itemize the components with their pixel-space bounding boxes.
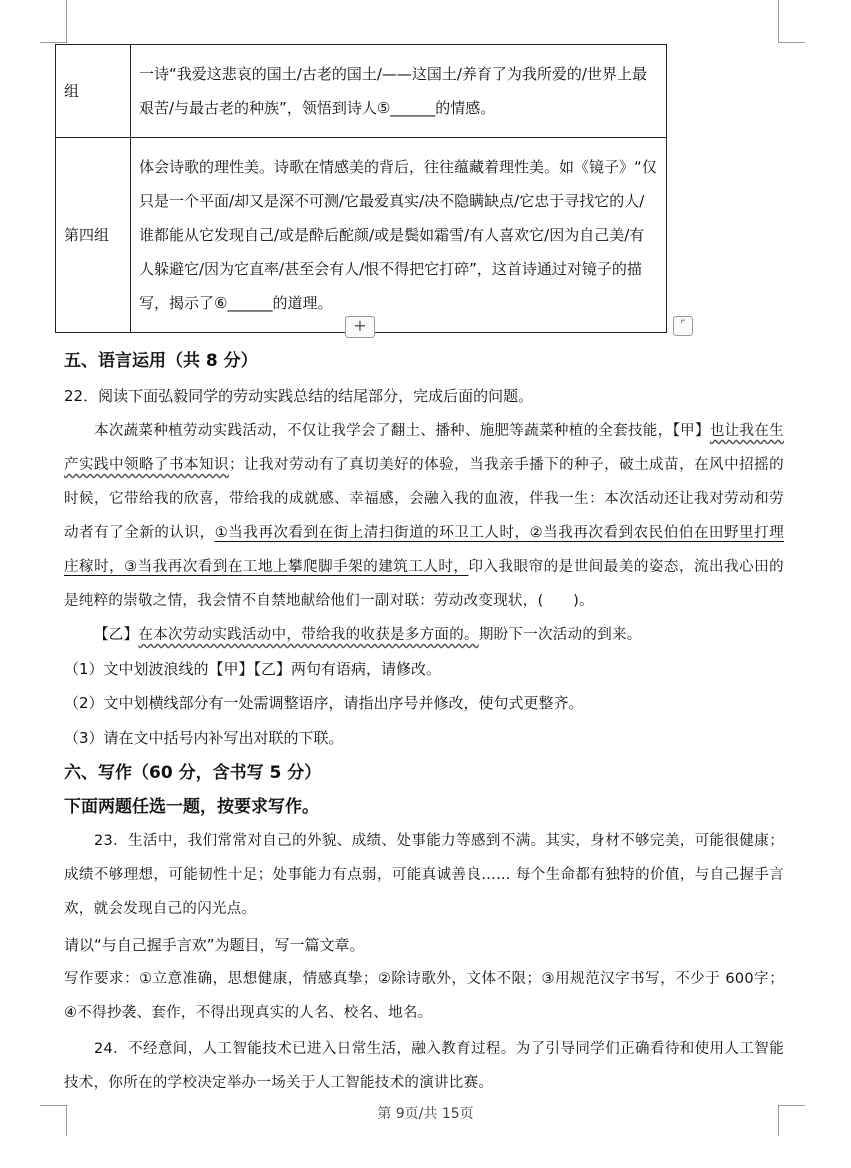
underlined-parallel-clauses: ①当我再次看到在街上清扫街道的环卫工人时，②当我再次看到农民伯伯在田野里打理庄稼时，③当我再次看到在工地上攀爬脚手架的建筑工人时， (64, 525, 784, 575)
page-footer: 第 9页/共 15页 (377, 1106, 474, 1122)
group-text-cell: 一诗“我爱这悲哀的国土/古老的国土/——这国土/养育了为我所爱的/世界上最艰苦/与最古老的种族”，领悟到诗人⑤______的情感。 (131, 45, 667, 138)
question-23-title: 请以“与自己握手言欢”为题目，写一篇文章。 (64, 936, 365, 954)
crop-mark-top-left (40, 0, 67, 43)
groups-table (55, 44, 667, 333)
question-23-requirements: 写作要求：①立意准确，思想健康，情感真挚；②除诗歌外，文体不限；③用规范汉字书写，不少于 600字；④不得抄袭、套作，不得出现真实的人名、校名、地名。 (64, 971, 784, 1021)
crop-mark-top-right (778, 0, 805, 43)
table-row (56, 138, 667, 333)
sub-question-1: （1）文中划波浪线的【甲】【乙】两句有语病，请修改。 (64, 660, 442, 678)
sub-question-3: （3）请在文中括号内补写出对联的下联。 (64, 729, 344, 747)
sub-question-2: （2）文中划横线部分有一处需调整语序，请指出序号并修改，使句式更整齐。 (64, 694, 584, 712)
section-6-title: 六、写作（60 分，含书写 5 分） (64, 763, 322, 783)
section-6-subtitle: 下面两题任选一题，按要求写作。 (64, 797, 319, 817)
question-22: 22．阅读下面弘毅同学的劳动实践总结的结尾部分，完成后面的问题。 (64, 387, 534, 405)
passage-paragraph-1: 本次蔬菜种植劳动实践活动，不仅让我学会了翻土、播种、施肥等蔬菜种植的全套技能，【甲】也让我在生产实践中领略了书本知识；让我对劳动有了真切美好的体验，当我亲手播下的种子，破土成苗，在风中招摇的时候，它带给我的欣喜，带给我的成就感、幸福感，会融入我的血液，伴我一生：本次活动还让我对劳动和劳动者有了全新的认识，①当我再次看到在街上清扫街道的环卫工人时，②当我再次看到农民伯伯在田野里打理庄稼时，③当我再次看到在工地上攀爬脚手架的建筑工人时，印入我眼帘的是世间最美的姿态，流出我心田的是纯粹的崇敬之情，我会情不自禁地献给他们一副对联：劳动改变现状，( )。 (64, 423, 784, 609)
section-5-title: 五、语言运用（共 8 分） (64, 351, 258, 371)
passage-paragraph-2: 【乙】在本次劳动实践活动中，带给我的收获是多方面的。期盼下一次活动的到来。 (94, 627, 642, 643)
table-resize-handle[interactable]: ⌜ (673, 316, 693, 336)
wavy-sentence-jia: 也让我在生产实践中领略了书本知识 (64, 423, 784, 473)
table-row (56, 45, 667, 138)
group-name-cell: 组 (56, 45, 131, 138)
wavy-sentence-yi: 在本次劳动实践活动中，带给我的收获是多方面的。 (138, 627, 479, 643)
add-row-button[interactable]: + (345, 316, 375, 338)
group-text-cell: 体会诗歌的理性美。诗歌在情感美的背后，往往蕴藏着理性美。如《镜子》“仅只是一个平面/却又是深不可测/它最爱真实/决不隐瞒缺点/它忠于寻找它的人/谁都能从它发现自己/或是酔后酡颜/或是鬓如霜雪/有人喜欢它/因为自己美/有人躲避它/因为它直率/甚至会有人/恨不得把它打碎”，这首诗通过对镜子的描写，揭示了⑥______的道理。 (131, 138, 667, 333)
group-name-cell: 第四组 (56, 138, 131, 333)
question-23: 23．生活中，我们常常对自己的外貌、成绩、处事能力等感到不满。其实，身材不够完美，可能很健康；成绩不够理想，可能韧性十足；处事能力有点弱，可能真诚善良…… 每个生命都有独特的价值，与自己握手言欢，就会发现自己的闪光点。 (64, 833, 784, 917)
question-24: 24．不经意间，人工智能技术已进入日常生活，融入教育过程。为了引导同学们正确看待和使用人工智能技术，你所在的学校决定举办一场关于人工智能技术的演讲比赛。 (64, 1041, 784, 1091)
